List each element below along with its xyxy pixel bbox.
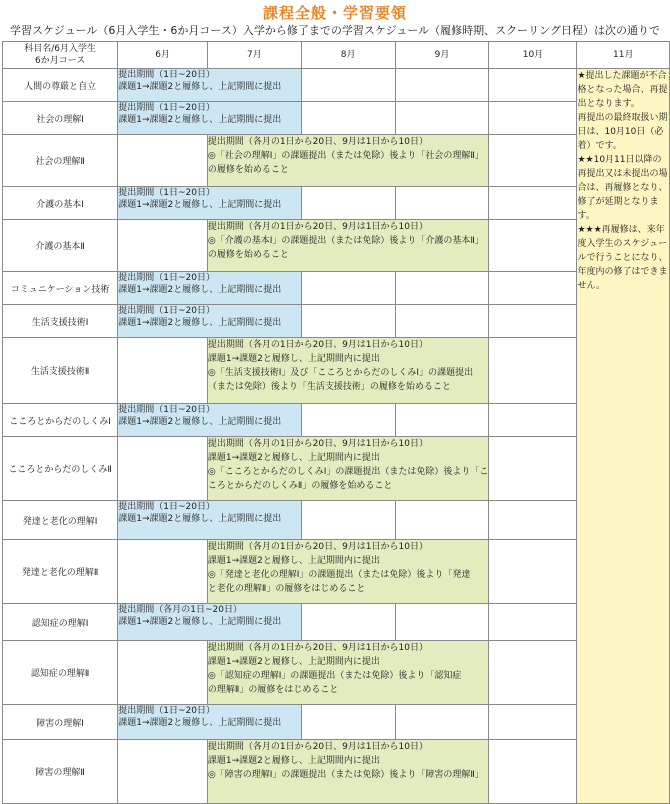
empty-cell <box>118 338 208 404</box>
subject-name: 発達と老化の理解Ⅰ <box>3 501 118 540</box>
table-row <box>3 220 670 272</box>
empty-cell <box>489 540 577 604</box>
cell-line: 提出期間（各月の1日から20日、9月は1日から10日） <box>207 222 428 232</box>
cell-line: 提出期間（1日~20日） <box>118 103 215 113</box>
cell-line: 提出期間（1日~20日） <box>118 70 215 80</box>
cell-line: の履修を始めること <box>207 165 289 175</box>
empty-cell <box>301 501 395 540</box>
empty-cell <box>118 135 208 187</box>
cell-line: 課題1→課題2と履修し、上記期間に提出 <box>118 318 282 328</box>
cell-line: 課題1→課題2と履修し、上記期間に提出 <box>118 514 282 524</box>
table-row <box>3 102 670 135</box>
cell-line: 課題1→課題2と履修し、上記期間に提出 <box>118 82 282 92</box>
schedule-cell <box>118 187 302 220</box>
subject-name: 社会の理解Ⅱ <box>3 135 118 187</box>
table-row <box>3 641 670 705</box>
table-row <box>3 187 670 220</box>
cell-line: 課題1→課題2と履修し、上記期間内に提出 <box>207 657 380 667</box>
schedule-cell <box>207 641 489 705</box>
empty-cell <box>489 437 577 501</box>
schedule-cell <box>118 705 302 740</box>
subject-name: こころとからだのしくみⅡ <box>3 437 118 501</box>
cell-line: 提出期間（各月の1日から20日、9月は1日から10日） <box>207 340 428 350</box>
empty-cell <box>395 404 489 437</box>
empty-cell <box>301 187 395 220</box>
schedule-cell <box>207 540 489 604</box>
schedule-cell <box>118 102 302 135</box>
header-november: 11月 <box>577 42 670 69</box>
schedule-cell <box>118 305 302 338</box>
cell-line: ◎「発達と老化の理解Ⅰ」の課題提出（または免除）後より「発達 <box>207 570 471 580</box>
subject-name: コミュニケーション技術 <box>3 272 118 305</box>
empty-cell <box>395 501 489 540</box>
cell-line: 課題1→課題2と履修し、上記期間に提出 <box>118 718 282 728</box>
subject-name: 生活支援技術Ⅱ <box>3 338 118 404</box>
table-row <box>3 501 670 540</box>
cell-line: 提出期間（1日~20日） <box>118 273 215 283</box>
cell-line: 提出期間（1日~20日） <box>118 706 215 716</box>
header-subject-line2: 6か月コース <box>34 56 86 66</box>
note-line: ★★★再履修は、来年度入学生のスケジュールで行うことになり、年度内の修了はできません。 <box>577 225 668 291</box>
empty-cell <box>301 69 395 102</box>
schedule-cell <box>207 437 489 501</box>
empty-cell <box>489 501 577 540</box>
cell-line: ころとからだのしくみⅡ」の履修を始めること <box>207 481 393 491</box>
page-subtitle: 学習スケジュール（6月入学生・6か月コース）入学から修了までの学習スケジュール（履修時期、スクーリング日程）は次の通りで <box>10 24 660 37</box>
table-row <box>3 338 670 404</box>
empty-cell <box>301 705 395 740</box>
cell-line: の履修を始めること <box>207 250 289 260</box>
subject-name: 障害の理解Ⅰ <box>3 705 118 740</box>
subject-name: 介護の基本Ⅱ <box>3 220 118 272</box>
subject-name: 認知症の理解Ⅱ <box>3 641 118 705</box>
cell-line: 提出期間（各月の1日~20日） <box>118 605 242 615</box>
empty-cell <box>489 272 577 305</box>
cell-line: ◎「こころとからだのしくみⅠ」の課題提出（または免除）後より「こ <box>207 467 489 477</box>
cell-line: 提出期間（各月の1日から20日、9月は1日から10日） <box>207 137 428 147</box>
empty-cell <box>301 305 395 338</box>
empty-cell <box>118 641 208 705</box>
schedule-table <box>2 41 670 804</box>
subject-name: こころとからだのしくみⅠ <box>3 404 118 437</box>
cell-line: 提出期間（1日~20日） <box>118 405 215 415</box>
empty-cell <box>118 740 208 804</box>
cell-line: 課題1→課題2と履修し、上記期間に提出 <box>118 617 282 627</box>
schedule-cell <box>118 604 302 641</box>
cell-line: ◎「介護の基本Ⅰ」の課題提出（または免除）後より「介護の基本Ⅱ」 <box>207 236 484 246</box>
schedule-cell <box>118 69 302 102</box>
header-subject <box>3 42 118 69</box>
schedule-cell <box>118 272 302 305</box>
empty-cell <box>118 437 208 501</box>
empty-cell <box>489 604 577 641</box>
subject-name: 障害の理解Ⅱ <box>3 740 118 804</box>
table-header-row <box>3 42 670 69</box>
header-subject-line1: 科目名/6月入学生 <box>24 44 96 54</box>
subject-name: 認知症の理解Ⅰ <box>3 604 118 641</box>
schedule-cell <box>207 740 489 804</box>
cell-line: 課題1→課題2と履修し、上記期間に提出 <box>118 200 282 210</box>
cell-line: 提出期間（各月の1日から20日、9月は1日から10日） <box>207 742 428 752</box>
subject-name: 社会の理解Ⅰ <box>3 102 118 135</box>
empty-cell <box>489 69 577 102</box>
table-row <box>3 272 670 305</box>
cell-line: 課題1→課題2と履修し、上記期間に提出 <box>118 115 282 125</box>
empty-cell <box>118 540 208 604</box>
subject-name: 生活支援技術Ⅰ <box>3 305 118 338</box>
cell-line: 提出期間（1日~20日） <box>118 188 215 198</box>
empty-cell <box>395 102 489 135</box>
cell-line: 課題1→課題2と履修し、上記期間内に提出 <box>207 453 380 463</box>
table-row <box>3 705 670 740</box>
empty-cell <box>489 404 577 437</box>
table-row <box>3 437 670 501</box>
empty-cell <box>489 740 577 804</box>
cell-line: 提出期間（各月の1日から20日、9月は1日から10日） <box>207 643 428 653</box>
header-june: 6月 <box>118 42 208 69</box>
cell-line: 課題1→課題2と履修し、上記期間内に提出 <box>207 354 380 364</box>
page-title: 課程全般・学習要領 <box>262 4 407 22</box>
header-september: 9月 <box>395 42 489 69</box>
empty-cell <box>395 69 489 102</box>
empty-cell <box>301 604 395 641</box>
schedule-cell <box>207 135 489 187</box>
cell-line: の理解Ⅱ」の履修をはじめること <box>207 685 339 695</box>
cell-line: 課題1→課題2と履修し、上記期間内に提出 <box>207 756 380 766</box>
cell-line: （または免除）後より「生活支援技術」の履修を始めること <box>207 382 451 392</box>
cell-line: 提出期間（各月の1日から20日、9月は1日から10日） <box>207 542 428 552</box>
empty-cell <box>489 102 577 135</box>
cell-line: 提出期間（1日~20日） <box>118 502 215 512</box>
empty-cell <box>301 102 395 135</box>
cell-line: ◎「認知症の理解Ⅰ」の課題提出（または免除）後より「認知症 <box>207 671 462 681</box>
schedule-cell <box>118 501 302 540</box>
table-row <box>3 305 670 338</box>
cell-line: と老化の理解Ⅱ」の履修をはじめること <box>207 584 366 594</box>
empty-cell <box>489 338 577 404</box>
schedule-cell <box>207 220 489 272</box>
header-august: 8月 <box>301 42 395 69</box>
header-october: 10月 <box>489 42 577 69</box>
cell-line: 課題1→課題2と履修し、上記期間内に提出 <box>207 556 380 566</box>
empty-cell <box>395 187 489 220</box>
empty-cell <box>395 705 489 740</box>
header-july: 7月 <box>207 42 301 69</box>
empty-cell <box>489 135 577 187</box>
table-row <box>3 135 670 187</box>
table-row <box>3 604 670 641</box>
empty-cell <box>489 705 577 740</box>
subject-name: 発達と老化の理解Ⅱ <box>3 540 118 604</box>
empty-cell <box>489 220 577 272</box>
cell-line: ◎「社会の理解Ⅰ」の課題提出（または免除）後より「社会の理解Ⅱ」 <box>207 151 484 161</box>
empty-cell <box>489 305 577 338</box>
note-line: 再提出の最終取扱い期日は、10月10日（必着）です。 <box>577 113 668 151</box>
cell-line: ◎「障害の理解Ⅰ」の課題提出（または免除）後より「障害の理解Ⅱ」 <box>207 770 484 780</box>
empty-cell <box>489 641 577 705</box>
empty-cell <box>118 220 208 272</box>
schedule-cell <box>118 404 302 437</box>
empty-cell <box>395 604 489 641</box>
note-line: ★提出した課題が不合格となった場合、再提出となります。 <box>577 71 668 109</box>
cell-line: 課題1→課題2と履修し、上記期間に提出 <box>118 285 282 295</box>
table-row <box>3 404 670 437</box>
cell-line: 提出期間（1日~20日） <box>118 306 215 316</box>
empty-cell <box>301 272 395 305</box>
note-line: ★★10月11日以降の再提出又は未提出の場合は、再履修となり、修了が延期となります。 <box>577 155 668 221</box>
schedule-cell <box>207 338 489 404</box>
cell-line: 課題1→課題2と履修し、上記期間に提出 <box>118 417 282 427</box>
empty-cell <box>489 187 577 220</box>
table-row <box>3 540 670 604</box>
november-note <box>577 69 670 804</box>
empty-cell <box>301 404 395 437</box>
subject-name: 介護の基本Ⅰ <box>3 187 118 220</box>
empty-cell <box>395 305 489 338</box>
table-row <box>3 740 670 804</box>
subject-name: 人間の尊厳と自立 <box>3 69 118 102</box>
empty-cell <box>395 272 489 305</box>
cell-line: 提出期間（各月の1日から20日、9月は1日から10日） <box>207 439 428 449</box>
cell-line: ◎「生活支援技術Ⅰ」及び「こころとからだのしくみⅠ」の課題提出 <box>207 368 474 378</box>
table-row <box>3 69 670 102</box>
